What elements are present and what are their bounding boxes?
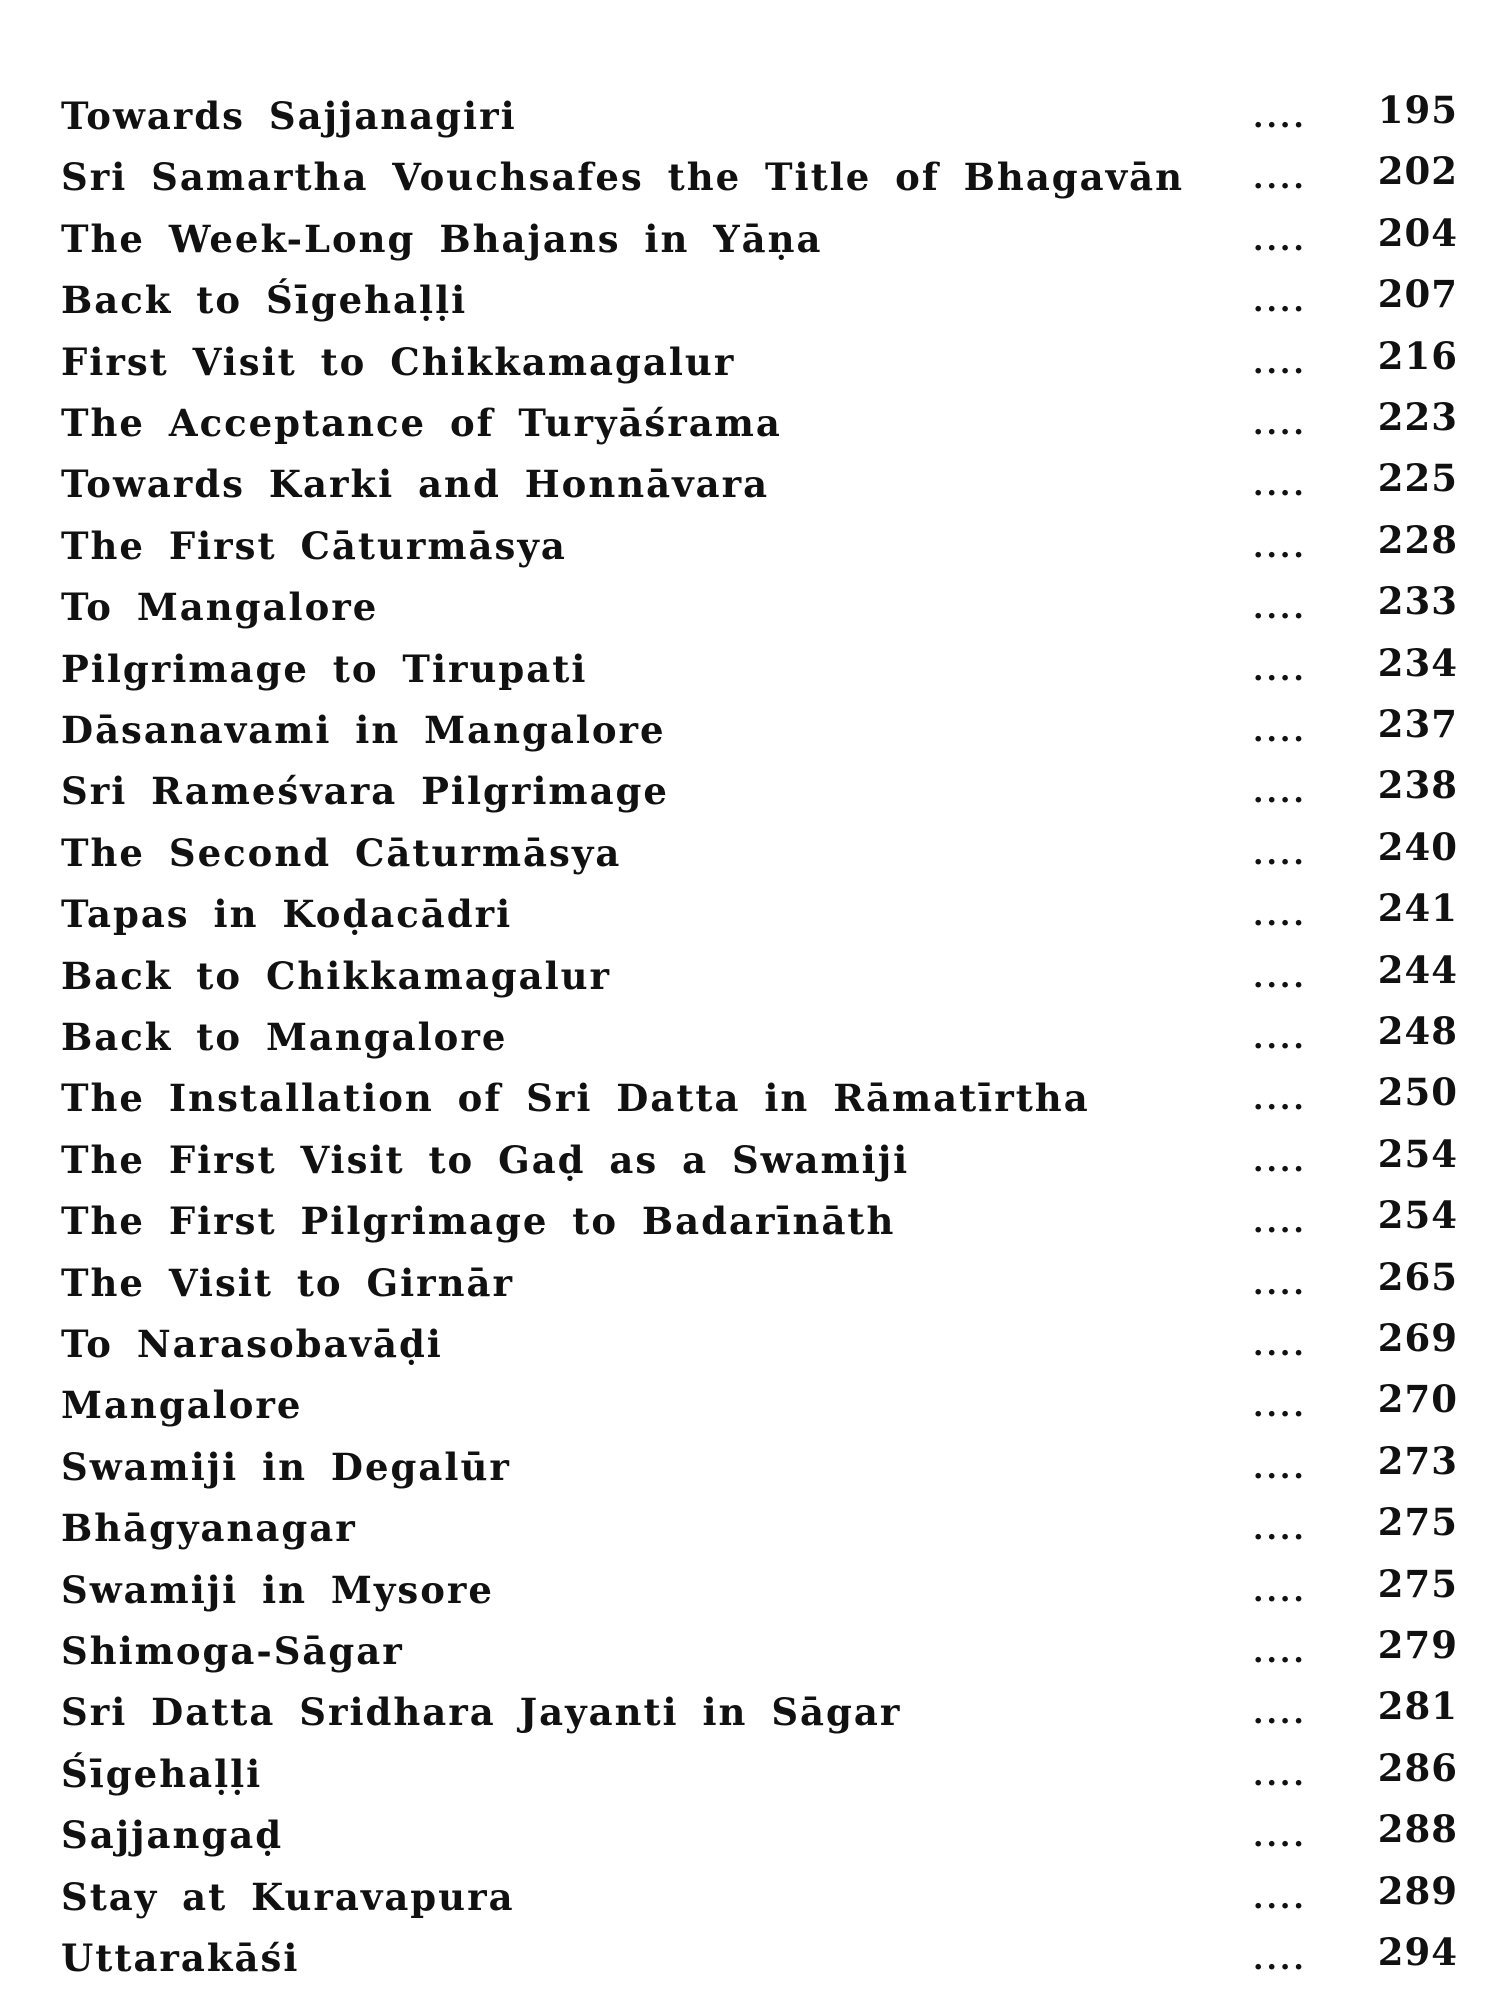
toc-entry-leader: ....: [1253, 591, 1307, 626]
toc-entry-title: The First Cāturmāsya: [61, 524, 567, 568]
toc-entry: [0, 886, 1500, 950]
toc-entry-page: 195: [1377, 88, 1458, 132]
toc-entry-leader: ....: [1253, 1574, 1307, 1609]
toc-entry: [0, 702, 1500, 766]
toc-entry-title: Sri Datta Sridhara Jayanti in Sāgar: [61, 1690, 902, 1734]
toc-entry-leader: ....: [1253, 1635, 1307, 1670]
toc-entry-title: Stay at Kuravapura: [61, 1875, 515, 1919]
toc-entry-leader: ....: [1253, 1389, 1307, 1424]
toc-entry-title: To Mangalore: [61, 585, 379, 629]
toc-entry-leader: ....: [1253, 284, 1307, 319]
toc-entry-page: 238: [1377, 763, 1458, 807]
toc-entry: [0, 272, 1500, 336]
toc-entry-title: The Acceptance of Turyāśrama: [61, 401, 782, 445]
toc-entry: [0, 641, 1500, 705]
toc-entry-leader: ....: [1253, 837, 1307, 872]
toc-entry: [0, 456, 1500, 520]
toc-entry: [0, 948, 1500, 1012]
toc-entry-title: Sajjangaḍ: [61, 1813, 284, 1857]
toc-entry-page: 216: [1377, 334, 1458, 378]
toc-entry-page: 241: [1377, 886, 1458, 930]
toc-entry-page: 288: [1377, 1807, 1458, 1851]
toc-entry-title: Back to Chikkamagalur: [61, 954, 612, 998]
toc-entry-page: 265: [1377, 1255, 1458, 1299]
toc-entry-leader: ....: [1253, 346, 1307, 381]
toc-entry-leader: ....: [1253, 1942, 1307, 1977]
toc-entry-title: The First Visit to Gaḍ as a Swamiji: [61, 1138, 910, 1182]
toc-entry: [0, 518, 1500, 582]
toc-entry-leader: ....: [1253, 1082, 1307, 1117]
toc-entry-leader: ....: [1253, 1758, 1307, 1793]
toc-entry: [0, 1132, 1500, 1196]
toc-entry-title: Dāsanavami in Mangalore: [61, 708, 666, 752]
toc-entry-page: 273: [1377, 1439, 1458, 1483]
toc-entry: [0, 1316, 1500, 1380]
toc-entry-page: 228: [1377, 518, 1458, 562]
toc-entry-page: 204: [1377, 211, 1458, 255]
toc-entry: [0, 579, 1500, 643]
toc-entry-title: The First Pilgrimage to Badarīnāth: [61, 1199, 896, 1243]
toc-entry: [0, 1377, 1500, 1441]
toc-entry-leader: ....: [1253, 530, 1307, 565]
toc-entry-leader: ....: [1253, 1696, 1307, 1731]
toc-entry-title: Back to Śīgehaḷḷi: [61, 278, 468, 322]
toc-entry-leader: ....: [1253, 653, 1307, 688]
toc-entry-leader: ....: [1253, 714, 1307, 749]
toc-entry-title: Swamiji in Degalūr: [61, 1445, 511, 1489]
toc-entry: [0, 1009, 1500, 1073]
toc-entry: [0, 1562, 1500, 1626]
toc-entry-title: The Visit to Girnār: [61, 1261, 514, 1305]
toc-entry-leader: ....: [1253, 161, 1307, 196]
toc-entry: [0, 1869, 1500, 1933]
toc-entry: [0, 763, 1500, 827]
toc-entry: [0, 1684, 1500, 1748]
toc-entry-title: To Narasobavāḍi: [61, 1322, 443, 1366]
toc-entry-title: Śīgehaḷḷi: [61, 1752, 263, 1796]
toc-entry-page: 281: [1377, 1684, 1458, 1728]
toc-entry-title: Sri Rameśvara Pilgrimage: [61, 769, 669, 813]
toc-entry-page: 233: [1377, 579, 1458, 623]
toc-entry-leader: ....: [1253, 223, 1307, 258]
toc-entry-page: 286: [1377, 1746, 1458, 1790]
toc-entry-title: Swamiji in Mysore: [61, 1568, 494, 1612]
toc-entry: [0, 395, 1500, 459]
toc-entry-page: 202: [1377, 149, 1458, 193]
toc-entry-title: Mangalore: [61, 1383, 303, 1427]
toc-entry-leader: ....: [1253, 1512, 1307, 1547]
toc-entry-title: Sri Samartha Vouchsafes the Title of Bhagavān: [61, 155, 1185, 199]
toc-entry-page: 240: [1377, 825, 1458, 869]
toc-entry-title: Towards Sajjanagiri: [61, 94, 517, 138]
toc-entry-page: 254: [1377, 1132, 1458, 1176]
toc-entry: [0, 1439, 1500, 1503]
toc-entry-page: 225: [1377, 456, 1458, 500]
toc-entry: [0, 825, 1500, 889]
toc-entry-title: Uttarakāśi: [61, 1936, 300, 1980]
toc-entry-title: The Second Cāturmāsya: [61, 831, 622, 875]
toc-entry: [0, 1746, 1500, 1810]
toc-entry-page: 254: [1377, 1193, 1458, 1237]
toc-entry: [0, 1070, 1500, 1134]
toc-entry: [0, 334, 1500, 398]
toc-entry-page: 234: [1377, 641, 1458, 685]
toc-entry-leader: ....: [1253, 407, 1307, 442]
toc-entry-leader: ....: [1253, 898, 1307, 933]
toc-entry-leader: ....: [1253, 1144, 1307, 1179]
toc-entry-title: Shimoga-Sāgar: [61, 1629, 404, 1673]
toc-entry: [0, 1623, 1500, 1687]
toc-entry-title: First Visit to Chikkamagalur: [61, 340, 736, 384]
toc-entry-page: 270: [1377, 1377, 1458, 1421]
toc-entry-page: 207: [1377, 272, 1458, 316]
toc-entry-page: 294: [1377, 1930, 1458, 1974]
toc-entry-page: 275: [1377, 1500, 1458, 1544]
toc-entry: [0, 1807, 1500, 1871]
toc-entry-page: 223: [1377, 395, 1458, 439]
toc-entry-title: Bhāgyanagar: [61, 1506, 357, 1550]
toc-entry-leader: ....: [1253, 468, 1307, 503]
toc-entry-leader: ....: [1253, 1205, 1307, 1240]
toc-entry: [0, 1930, 1500, 1994]
toc-entry-leader: ....: [1253, 960, 1307, 995]
toc-entry-page: 289: [1377, 1869, 1458, 1913]
toc-entry: [0, 1500, 1500, 1564]
toc-entry-leader: ....: [1253, 1267, 1307, 1302]
toc-entry: [0, 88, 1500, 152]
toc-entry-leader: ....: [1253, 775, 1307, 810]
toc-entry-title: Back to Mangalore: [61, 1015, 508, 1059]
toc-entry-leader: ....: [1253, 100, 1307, 135]
toc-entry-title: Tapas in Koḍacādri: [61, 892, 513, 936]
toc-entry-page: 250: [1377, 1070, 1458, 1114]
toc-entry-leader: ....: [1253, 1819, 1307, 1854]
toc-entry-page: 244: [1377, 948, 1458, 992]
toc-entry-page: 279: [1377, 1623, 1458, 1667]
toc-entry-page: 275: [1377, 1562, 1458, 1606]
toc-entry-title: The Week-Long Bhajans in Yāṇa: [61, 217, 823, 261]
toc-entry-leader: ....: [1253, 1451, 1307, 1486]
toc-entry-leader: ....: [1253, 1021, 1307, 1056]
toc-entry: [0, 211, 1500, 275]
toc-entry-page: 269: [1377, 1316, 1458, 1360]
toc-entry-title: Towards Karki and Honnāvara: [61, 462, 770, 506]
toc-entry-page: 248: [1377, 1009, 1458, 1053]
toc-entry-leader: ....: [1253, 1328, 1307, 1363]
toc-entry: [0, 1255, 1500, 1319]
toc-entry: [0, 1193, 1500, 1257]
toc-entry: [0, 149, 1500, 213]
toc-entry-leader: ....: [1253, 1881, 1307, 1916]
toc-entry-page: 237: [1377, 702, 1458, 746]
toc-entry-title: The Installation of Sri Datta in Rāmatīrtha: [61, 1076, 1090, 1120]
toc-entry-title: Pilgrimage to Tirupati: [61, 647, 588, 691]
